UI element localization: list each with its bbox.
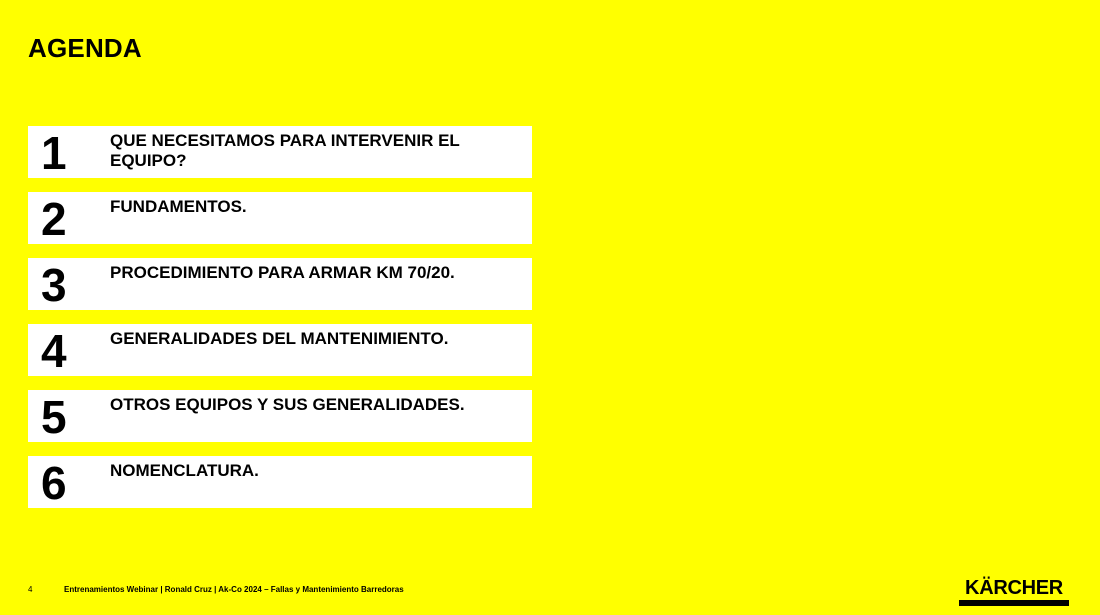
karcher-logo	[959, 578, 1069, 606]
agenda-item-text: NOMENCLATURA.	[110, 461, 259, 480]
agenda-item-number: 2	[41, 193, 67, 245]
agenda-item-text: FUNDAMENTOS.	[110, 197, 247, 216]
agenda-item-number: 4	[41, 325, 67, 377]
agenda-item	[28, 390, 532, 442]
agenda-item	[28, 192, 532, 244]
agenda-item-text: QUE NECESITAMOS PARA INTERVENIR EL EQUIPO?	[110, 131, 460, 170]
agenda-item	[28, 126, 532, 178]
agenda-item	[28, 456, 532, 508]
agenda-item	[28, 324, 532, 376]
page-title: AGENDA	[28, 33, 142, 63]
agenda-item-text: GENERALIDADES DEL MANTENIMIENTO.	[110, 329, 449, 348]
agenda-item-number: 5	[41, 391, 67, 443]
agenda-item-text: PROCEDIMIENTO PARA ARMAR KM 70/20.	[110, 263, 455, 282]
footer	[28, 585, 404, 594]
agenda-item-number: 1	[41, 127, 67, 179]
logo-text: KÄRCHER	[965, 577, 1063, 599]
agenda-item-number: 3	[41, 259, 67, 311]
footer-text: Entrenamientos Webinar | Ronald Cruz | Ak-Co 2024 – Fallas y Mantenimiento Barredoras	[64, 585, 404, 594]
page-number: 4	[28, 585, 33, 594]
agenda-item-text: OTROS EQUIPOS Y SUS GENERALIDADES.	[110, 395, 465, 414]
logo-bar	[959, 600, 1069, 606]
agenda-list	[28, 126, 534, 522]
agenda-item-number: 6	[41, 457, 67, 509]
agenda-item	[28, 258, 532, 310]
